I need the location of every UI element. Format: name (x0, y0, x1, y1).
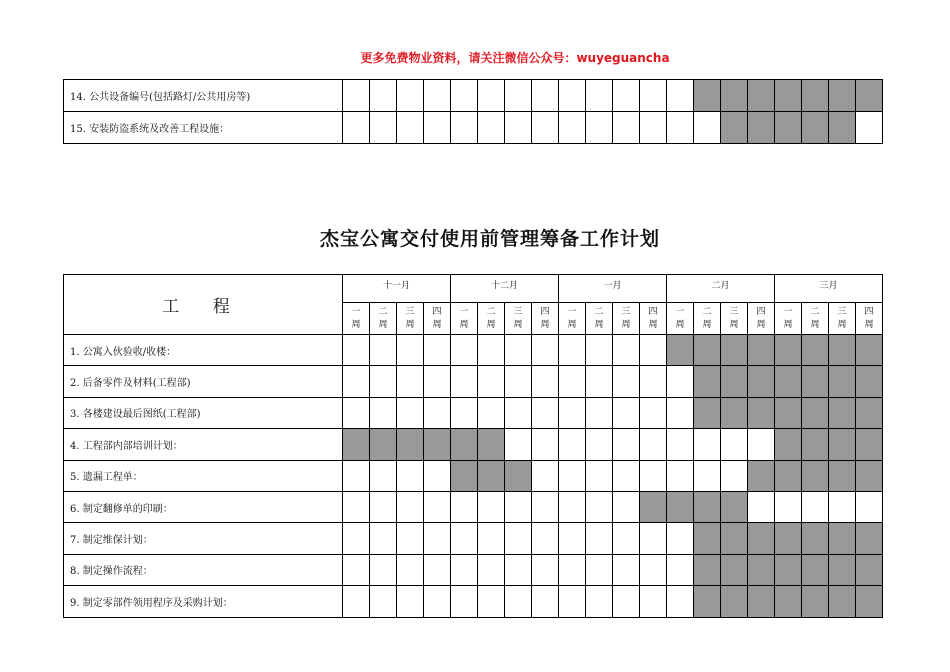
gantt-cell (667, 554, 694, 585)
gantt-cell-filled (424, 429, 451, 460)
gantt-cell (667, 523, 694, 554)
gantt-cell (424, 366, 451, 397)
gantt-cell (370, 554, 397, 585)
gantt-cell (451, 523, 478, 554)
gantt-cell-filled (856, 80, 883, 112)
gantt-cell-filled (802, 554, 829, 585)
gantt-cell (694, 460, 721, 491)
gantt-cell (559, 429, 586, 460)
gantt-cell (613, 460, 640, 491)
week-header: 二 周 (586, 303, 613, 335)
week-header: 三 周 (505, 303, 532, 335)
gantt-cell (478, 523, 505, 554)
gantt-cell-filled (775, 397, 802, 428)
gantt-cell-filled (721, 554, 748, 585)
gantt-cell (667, 397, 694, 428)
gantt-cell (586, 523, 613, 554)
gantt-cell-filled (451, 460, 478, 491)
gantt-cell-filled (802, 112, 829, 144)
gantt-cell-filled (694, 397, 721, 428)
gantt-cell (640, 586, 667, 617)
gantt-cell (532, 397, 559, 428)
gantt-cell-filled (694, 586, 721, 617)
gantt-cell (505, 586, 532, 617)
task-row (64, 112, 883, 144)
gantt-cell (343, 554, 370, 585)
gantt-cell (640, 112, 667, 144)
gantt-cell-filled (748, 586, 775, 617)
gantt-cell (559, 397, 586, 428)
gantt-cell (559, 523, 586, 554)
task-label: 4. 工程部内部培训计划： (64, 429, 343, 460)
gantt-cell (397, 491, 424, 522)
gantt-cell (478, 554, 505, 585)
gantt-cell (667, 586, 694, 617)
gantt-cell (397, 80, 424, 112)
gantt-cell (856, 491, 883, 522)
gantt-cell (343, 586, 370, 617)
gantt-cell (505, 429, 532, 460)
gantt-cell (397, 397, 424, 428)
gantt-cell (559, 586, 586, 617)
gantt-cell (559, 335, 586, 366)
week-header: 一 周 (667, 303, 694, 335)
gantt-cell-filled (694, 491, 721, 522)
month-header: 一月 (559, 275, 667, 303)
gantt-cell (559, 366, 586, 397)
gantt-cell (613, 366, 640, 397)
task-row (64, 460, 883, 491)
gantt-cell (451, 335, 478, 366)
task-row (64, 335, 883, 366)
week-header: 二 周 (694, 303, 721, 335)
gantt-cell-filled (829, 429, 856, 460)
task-label: 6. 制定翻修单的印刷： (64, 491, 343, 522)
task-row (64, 523, 883, 554)
gantt-cell (640, 397, 667, 428)
gantt-cell (613, 491, 640, 522)
gantt-cell-filled (721, 80, 748, 112)
gantt-cell-filled (829, 366, 856, 397)
gantt-cell (478, 80, 505, 112)
week-header: 四 周 (856, 303, 883, 335)
gantt-cell (586, 80, 613, 112)
task-row (64, 491, 883, 522)
gantt-cell-filled (856, 523, 883, 554)
gantt-cell (343, 491, 370, 522)
gantt-cell-filled (748, 397, 775, 428)
gantt-cell (748, 491, 775, 522)
gantt-cell-filled (748, 554, 775, 585)
gantt-cell-filled (748, 335, 775, 366)
gantt-cell (343, 366, 370, 397)
gantt-cell (478, 366, 505, 397)
gantt-cell (370, 460, 397, 491)
gantt-cell-filled (721, 586, 748, 617)
gantt-cell (505, 523, 532, 554)
gantt-cell (586, 366, 613, 397)
gantt-cell (343, 523, 370, 554)
gantt-cell (370, 491, 397, 522)
gantt-cell (532, 112, 559, 144)
week-header: 三 周 (829, 303, 856, 335)
gantt-cell (478, 586, 505, 617)
gantt-cell-filled (775, 429, 802, 460)
gantt-cell (586, 112, 613, 144)
gantt-cell-filled (748, 366, 775, 397)
gantt-cell (613, 397, 640, 428)
gantt-cell-filled (856, 586, 883, 617)
week-header: 三 周 (613, 303, 640, 335)
gantt-cell-filled (397, 429, 424, 460)
gantt-cell (451, 491, 478, 522)
gantt-cell-filled (856, 335, 883, 366)
gantt-cell-filled (775, 112, 802, 144)
gantt-cell (532, 554, 559, 585)
gantt-cell (613, 429, 640, 460)
gantt-cell (424, 80, 451, 112)
gantt-cell-filled (478, 460, 505, 491)
gantt-cell (397, 554, 424, 585)
month-header: 二月 (667, 275, 775, 303)
gantt-cell (424, 523, 451, 554)
gantt-cell (613, 335, 640, 366)
gantt-cell (613, 554, 640, 585)
task-row (64, 80, 883, 112)
gantt-cell (370, 366, 397, 397)
week-header: 四 周 (532, 303, 559, 335)
gantt-cell (721, 429, 748, 460)
gantt-cell (397, 586, 424, 617)
gantt-cell (640, 523, 667, 554)
gantt-cell (829, 491, 856, 522)
gantt-cell (532, 523, 559, 554)
gantt-cell (532, 429, 559, 460)
week-header: 二 周 (478, 303, 505, 335)
gantt-cell (640, 80, 667, 112)
gantt-cell (505, 491, 532, 522)
gantt-cell (397, 523, 424, 554)
week-header: 四 周 (748, 303, 775, 335)
gantt-cell (397, 112, 424, 144)
gantt-cell (424, 586, 451, 617)
gantt-cell-filled (748, 523, 775, 554)
gantt-cell-filled (721, 366, 748, 397)
gantt-cell (559, 112, 586, 144)
gantt-cell (694, 112, 721, 144)
gantt-cell (640, 429, 667, 460)
week-header: 一 周 (343, 303, 370, 335)
gantt-cell (667, 112, 694, 144)
gantt-cell (532, 460, 559, 491)
gantt-cell (505, 397, 532, 428)
gantt-cell-filled (640, 491, 667, 522)
gantt-cell (343, 112, 370, 144)
gantt-cell-filled (856, 366, 883, 397)
gantt-cell (694, 429, 721, 460)
gantt-cell (613, 586, 640, 617)
gantt-cell-filled (775, 460, 802, 491)
gantt-cell (505, 366, 532, 397)
gantt-cell (451, 112, 478, 144)
gantt-cell-filled (775, 366, 802, 397)
gantt-cell-filled (721, 112, 748, 144)
gantt-cell-filled (721, 335, 748, 366)
gantt-cell (424, 397, 451, 428)
task-row (64, 429, 883, 460)
gantt-cell-filled (721, 397, 748, 428)
gantt-cell (640, 460, 667, 491)
month-header-row (64, 275, 883, 303)
gantt-cell-filled (856, 554, 883, 585)
gantt-cell (721, 460, 748, 491)
gantt-cell (343, 460, 370, 491)
gantt-cell-filled (667, 491, 694, 522)
gantt-cell (478, 335, 505, 366)
gantt-cell (505, 80, 532, 112)
gantt-cell-filled (856, 397, 883, 428)
gantt-cell-filled (802, 366, 829, 397)
task-label: 9. 制定零部件领用程序及采购计划： (64, 586, 343, 617)
task-label: 14. 公共设备编号(包括路灯/公共用房等) (64, 80, 343, 112)
gantt-cell (397, 366, 424, 397)
gantt-cell (640, 554, 667, 585)
gantt-cell (586, 397, 613, 428)
gantt-cell (532, 366, 559, 397)
task-label: 1. 公寓入伙验收/收楼： (64, 335, 343, 366)
gantt-cell (478, 397, 505, 428)
gantt-cell (532, 335, 559, 366)
gantt-cell (532, 491, 559, 522)
gantt-cell (667, 80, 694, 112)
task-label: 3. 各楼建设最后图纸(工程部) (64, 397, 343, 428)
gantt-cell (424, 335, 451, 366)
gantt-cell (586, 335, 613, 366)
gantt-cell (370, 586, 397, 617)
gantt-cell-filled (802, 429, 829, 460)
gantt-cell-filled (802, 523, 829, 554)
gantt-cell-filled (775, 80, 802, 112)
gantt-cell-filled (829, 335, 856, 366)
gantt-cell-filled (829, 460, 856, 491)
gantt-cell-filled (802, 460, 829, 491)
gantt-cell (559, 460, 586, 491)
gantt-cell-filled (829, 586, 856, 617)
task-row (64, 586, 883, 617)
gantt-cell-filled (748, 460, 775, 491)
gantt-cell-filled (856, 460, 883, 491)
gantt-cell-filled (802, 335, 829, 366)
gantt-cell (667, 366, 694, 397)
gantt-cell-filled (721, 491, 748, 522)
month-header: 十一月 (343, 275, 451, 303)
gantt-cell (613, 112, 640, 144)
gantt-cell-filled (829, 554, 856, 585)
gantt-cell-filled (478, 429, 505, 460)
task-row (64, 397, 883, 428)
gantt-cell (748, 429, 775, 460)
gantt-cell-filled (829, 80, 856, 112)
month-header: 三月 (775, 275, 883, 303)
gantt-cell (586, 460, 613, 491)
task-label: 5. 遗漏工程单： (64, 460, 343, 491)
gantt-cell-filled (802, 80, 829, 112)
week-header: 一 周 (559, 303, 586, 335)
gantt-cell (343, 80, 370, 112)
gantt-cell (532, 586, 559, 617)
task-label: 8. 制定操作流程： (64, 554, 343, 585)
gantt-cell-filled (829, 397, 856, 428)
gantt-cell-filled (721, 523, 748, 554)
gantt-cell-filled (748, 80, 775, 112)
gantt-cell (559, 554, 586, 585)
gantt-cell (424, 460, 451, 491)
week-header: 四 周 (424, 303, 451, 335)
gantt-cell (370, 335, 397, 366)
gantt-cell-filled (667, 335, 694, 366)
gantt-cell-filled (775, 523, 802, 554)
gantt-cell (397, 335, 424, 366)
gantt-cell (424, 554, 451, 585)
month-header: 十二月 (451, 275, 559, 303)
page-title: 杰宝公寓交付使用前管理筹备工作计划 (319, 228, 660, 250)
gantt-cell (640, 335, 667, 366)
week-header: 二 周 (370, 303, 397, 335)
gantt-cell (424, 112, 451, 144)
gantt-cell-filled (802, 586, 829, 617)
gantt-cell (370, 397, 397, 428)
gantt-cell (640, 366, 667, 397)
gantt-cell (586, 491, 613, 522)
gantt-cell-filled (343, 429, 370, 460)
gantt-cell (397, 460, 424, 491)
schedule-table (63, 274, 883, 618)
gantt-cell (451, 366, 478, 397)
gantt-cell (505, 335, 532, 366)
gantt-cell (370, 80, 397, 112)
week-header: 三 周 (397, 303, 424, 335)
gantt-cell (343, 335, 370, 366)
gantt-cell (613, 80, 640, 112)
gantt-cell (343, 397, 370, 428)
gantt-cell-filled (775, 335, 802, 366)
week-header: 二 周 (802, 303, 829, 335)
continued-schedule-table (63, 79, 883, 144)
week-header: 四 周 (640, 303, 667, 335)
gantt-cell (775, 491, 802, 522)
task-label: 2. 后备零件及材料(工程部) (64, 366, 343, 397)
gantt-cell (505, 554, 532, 585)
gantt-cell (451, 397, 478, 428)
gantt-cell (532, 80, 559, 112)
gantt-cell (370, 112, 397, 144)
gantt-cell (559, 491, 586, 522)
gantt-cell-filled (694, 335, 721, 366)
promo-banner: 更多免费物业资料，请关注微信公众号：wuyeguancha (360, 51, 670, 65)
gantt-cell-filled (829, 112, 856, 144)
gantt-cell (586, 429, 613, 460)
gantt-cell-filled (856, 429, 883, 460)
gantt-cell (613, 523, 640, 554)
gantt-cell (559, 80, 586, 112)
gantt-cell (478, 112, 505, 144)
week-header: 三 周 (721, 303, 748, 335)
gantt-cell-filled (451, 429, 478, 460)
gantt-cell-filled (775, 586, 802, 617)
gantt-cell (424, 491, 451, 522)
task-row (64, 366, 883, 397)
gantt-cell (505, 112, 532, 144)
gantt-cell-filled (829, 523, 856, 554)
gantt-cell-filled (694, 80, 721, 112)
gantt-cell (586, 554, 613, 585)
gantt-cell (802, 491, 829, 522)
gantt-cell (370, 523, 397, 554)
gantt-cell-filled (748, 112, 775, 144)
gantt-cell-filled (775, 554, 802, 585)
gantt-cell-filled (505, 460, 532, 491)
week-header: 一 周 (451, 303, 478, 335)
gantt-cell (451, 80, 478, 112)
gantt-cell-filled (694, 554, 721, 585)
gantt-cell (451, 554, 478, 585)
task-label: 15. 安装防盗系统及改善工程设施： (64, 112, 343, 144)
gantt-cell-filled (694, 523, 721, 554)
week-header: 一 周 (775, 303, 802, 335)
gantt-cell (478, 491, 505, 522)
gantt-cell (451, 586, 478, 617)
task-label: 7. 制定维保计划： (64, 523, 343, 554)
gantt-cell (586, 586, 613, 617)
gantt-cell (856, 112, 883, 144)
gantt-cell-filled (802, 397, 829, 428)
project-header: 工 程 (64, 275, 343, 335)
gantt-cell-filled (370, 429, 397, 460)
gantt-cell-filled (694, 366, 721, 397)
gantt-cell (667, 429, 694, 460)
task-row (64, 554, 883, 585)
gantt-cell (667, 460, 694, 491)
